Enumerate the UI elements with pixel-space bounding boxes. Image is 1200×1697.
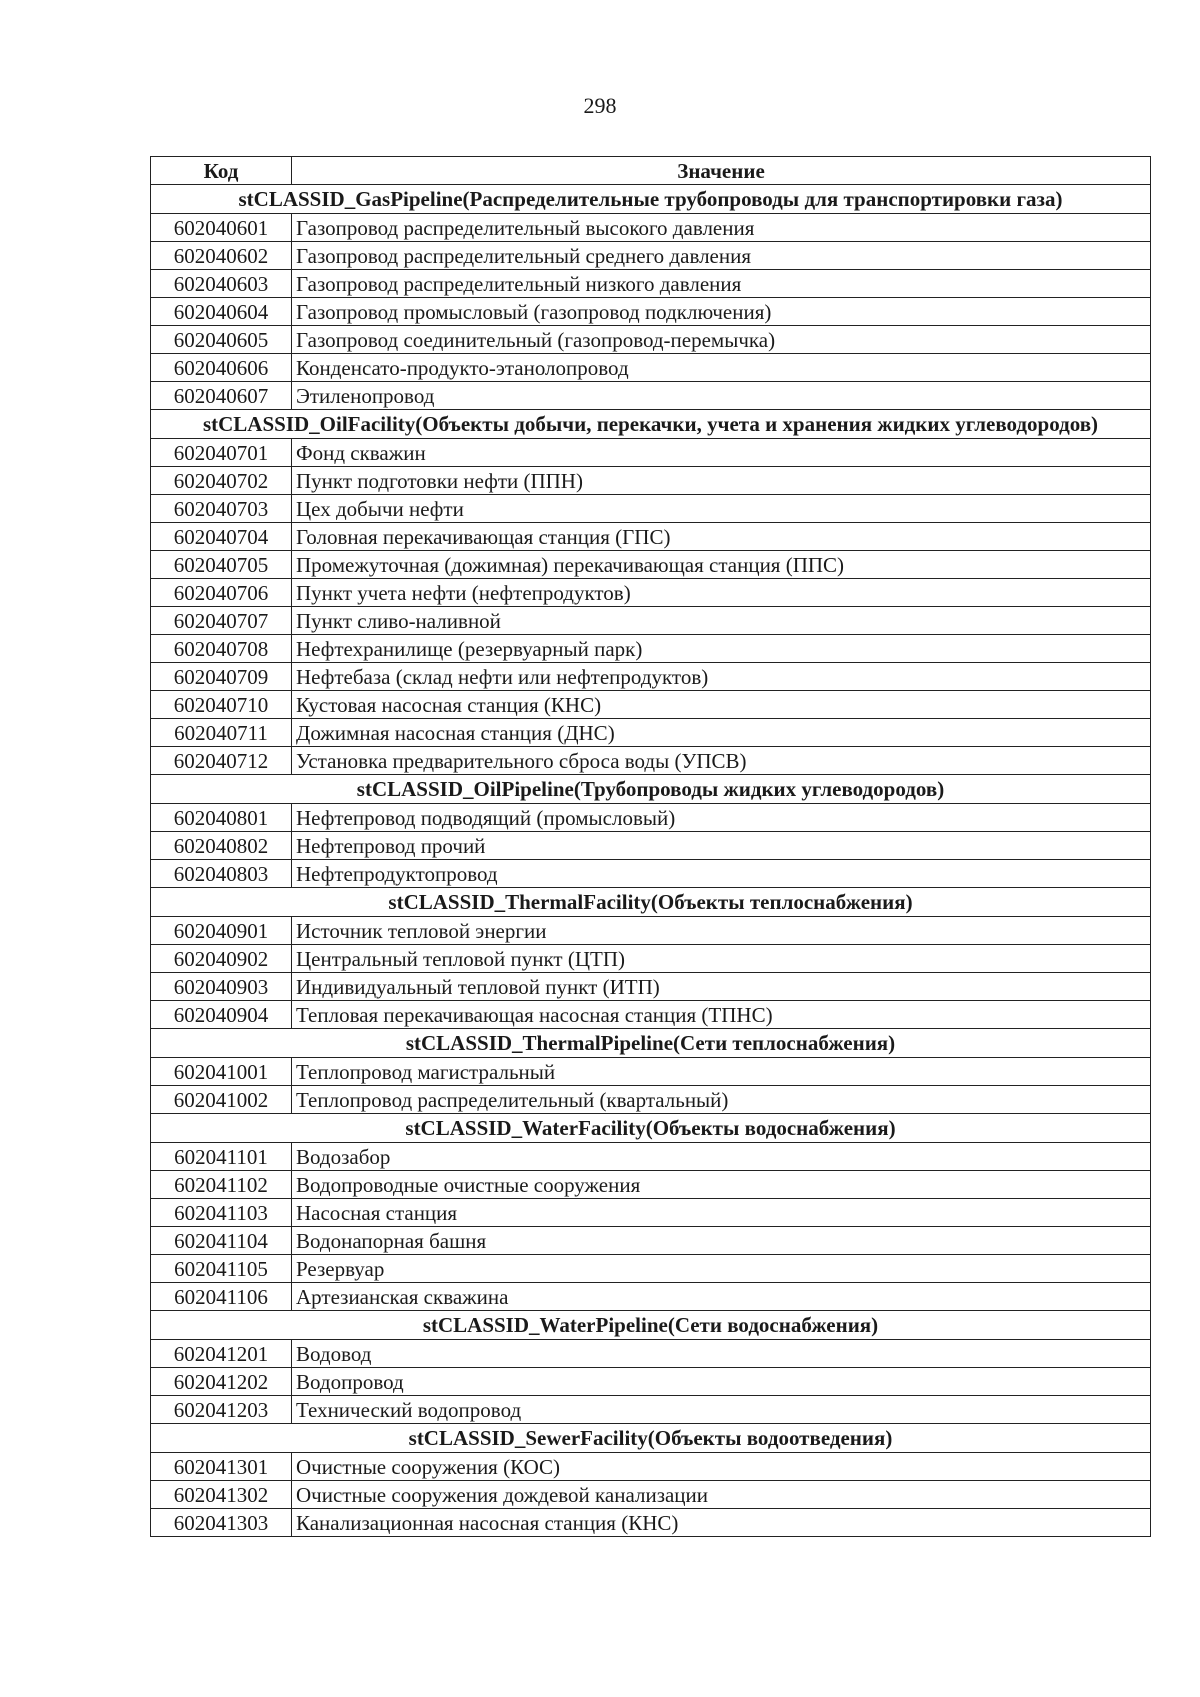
value-cell: Водозабор	[292, 1143, 1151, 1171]
value-cell: Головная перекачивающая станция (ГПС)	[292, 523, 1151, 551]
code-cell: 602040712	[151, 747, 292, 775]
value-cell: Очистные сооружения (КОС)	[292, 1453, 1151, 1481]
table-row	[151, 1340, 1151, 1368]
value-cell: Нефтепродуктопровод	[292, 860, 1151, 888]
group-header-row	[151, 1311, 1151, 1340]
table-row	[151, 663, 1151, 691]
code-cell: 602041101	[151, 1143, 292, 1171]
code-cell: 602041103	[151, 1199, 292, 1227]
table-row	[151, 635, 1151, 663]
value-cell: Цех добычи нефти	[292, 495, 1151, 523]
value-cell: Теплопровод распределительный (квартальный)	[292, 1086, 1151, 1114]
table-row	[151, 860, 1151, 888]
value-cell: Артезианская скважина	[292, 1283, 1151, 1311]
value-cell: Насосная станция	[292, 1199, 1151, 1227]
table-row	[151, 1171, 1151, 1199]
code-cell: 602041301	[151, 1453, 292, 1481]
group-header-row	[151, 1424, 1151, 1453]
code-cell: 602040702	[151, 467, 292, 495]
table-row	[151, 439, 1151, 467]
value-cell: Установка предварительного сброса воды (УПСВ)	[292, 747, 1151, 775]
code-cell: 602041302	[151, 1481, 292, 1509]
table-row	[151, 973, 1151, 1001]
value-cell: Пункт сливо-наливной	[292, 607, 1151, 635]
group-header-row	[151, 1114, 1151, 1143]
value-cell: Индивидуальный тепловой пункт (ИТП)	[292, 973, 1151, 1001]
code-cell: 602040903	[151, 973, 292, 1001]
value-cell: Источник тепловой энергии	[292, 917, 1151, 945]
code-cell: 602041001	[151, 1058, 292, 1086]
table-row	[151, 551, 1151, 579]
table-row	[151, 1227, 1151, 1255]
code-cell: 602041201	[151, 1340, 292, 1368]
value-cell: Газопровод соединительный (газопровод-перемычка)	[292, 326, 1151, 354]
value-cell: Центральный тепловой пункт (ЦТП)	[292, 945, 1151, 973]
table-row	[151, 1283, 1151, 1311]
code-cell: 602041203	[151, 1396, 292, 1424]
table-row	[151, 354, 1151, 382]
header-code: Код	[151, 157, 292, 185]
table-row	[151, 1255, 1151, 1283]
table-header-row	[151, 157, 1151, 185]
value-cell: Нефтепровод подводящий (промысловый)	[292, 804, 1151, 832]
table-row	[151, 1396, 1151, 1424]
value-cell: Канализационная насосная станция (КНС)	[292, 1509, 1151, 1537]
code-cell: 602040901	[151, 917, 292, 945]
code-cell: 602040709	[151, 663, 292, 691]
code-cell: 602040602	[151, 242, 292, 270]
group-title: stCLASSID_OilPipeline(Трубопроводы жидких углеводородов)	[151, 775, 1151, 804]
value-cell: Нефтебаза (склад нефти или нефтепродуктов)	[292, 663, 1151, 691]
code-cell: 602040801	[151, 804, 292, 832]
value-cell: Конденсато-продукто-этанолопровод	[292, 354, 1151, 382]
table-row	[151, 326, 1151, 354]
code-cell: 602040904	[151, 1001, 292, 1029]
table-row	[151, 945, 1151, 973]
value-cell: Водовод	[292, 1340, 1151, 1368]
header-value: Значение	[292, 157, 1151, 185]
value-cell: Нефтепровод прочий	[292, 832, 1151, 860]
code-cell: 602040710	[151, 691, 292, 719]
group-header-row	[151, 888, 1151, 917]
table-row	[151, 1058, 1151, 1086]
code-cell: 602041104	[151, 1227, 292, 1255]
value-cell: Водопровод	[292, 1368, 1151, 1396]
table-row	[151, 804, 1151, 832]
group-title: stCLASSID_WaterFacility(Объекты водоснабжения)	[151, 1114, 1151, 1143]
value-cell: Пункт подготовки нефти (ППН)	[292, 467, 1151, 495]
code-cell: 602040705	[151, 551, 292, 579]
value-cell: Водопроводные очистные сооружения	[292, 1171, 1151, 1199]
table-row	[151, 523, 1151, 551]
group-header-row	[151, 185, 1151, 214]
table-row	[151, 1001, 1151, 1029]
group-header-row	[151, 410, 1151, 439]
table-row	[151, 579, 1151, 607]
value-cell: Газопровод распределительный низкого давления	[292, 270, 1151, 298]
code-cell: 602041202	[151, 1368, 292, 1396]
group-title: stCLASSID_ThermalFacility(Объекты теплоснабжения)	[151, 888, 1151, 917]
value-cell: Кустовая насосная станция (КНС)	[292, 691, 1151, 719]
code-cell: 602041105	[151, 1255, 292, 1283]
value-cell: Пункт учета нефти (нефтепродуктов)	[292, 579, 1151, 607]
table-row	[151, 1509, 1151, 1537]
group-header-row	[151, 1029, 1151, 1058]
table-row	[151, 607, 1151, 635]
table-row	[151, 1453, 1151, 1481]
table-row	[151, 467, 1151, 495]
code-cell: 602041002	[151, 1086, 292, 1114]
code-cell: 602040704	[151, 523, 292, 551]
code-cell: 602040711	[151, 719, 292, 747]
table-body	[151, 185, 1151, 1537]
table-row	[151, 214, 1151, 242]
group-title: stCLASSID_ThermalPipeline(Сети теплоснабжения)	[151, 1029, 1151, 1058]
code-cell: 602041106	[151, 1283, 292, 1311]
value-cell: Газопровод промысловый (газопровод подключения)	[292, 298, 1151, 326]
code-cell: 602040605	[151, 326, 292, 354]
value-cell: Этиленопровод	[292, 382, 1151, 410]
table-row	[151, 495, 1151, 523]
code-cell: 602040902	[151, 945, 292, 973]
value-cell: Очистные сооружения дождевой канализации	[292, 1481, 1151, 1509]
group-title: stCLASSID_SewerFacility(Объекты водоотведения)	[151, 1424, 1151, 1453]
table-row	[151, 719, 1151, 747]
value-cell: Фонд скважин	[292, 439, 1151, 467]
value-cell: Технический водопровод	[292, 1396, 1151, 1424]
value-cell: Теплопровод магистральный	[292, 1058, 1151, 1086]
code-cell: 602040604	[151, 298, 292, 326]
value-cell: Газопровод распределительный высокого давления	[292, 214, 1151, 242]
code-cell: 602040701	[151, 439, 292, 467]
table-row	[151, 832, 1151, 860]
group-header-row	[151, 775, 1151, 804]
value-cell: Резервуар	[292, 1255, 1151, 1283]
code-cell: 602040707	[151, 607, 292, 635]
table-row	[151, 1086, 1151, 1114]
table-row	[151, 298, 1151, 326]
table-row	[151, 747, 1151, 775]
value-cell: Водонапорная башня	[292, 1227, 1151, 1255]
value-cell: Тепловая перекачивающая насосная станция (ТПНС)	[292, 1001, 1151, 1029]
code-cell: 602040601	[151, 214, 292, 242]
group-title: stCLASSID_WaterPipeline(Сети водоснабжения)	[151, 1311, 1151, 1340]
table-row	[151, 270, 1151, 298]
table-row	[151, 1368, 1151, 1396]
value-cell: Дожимная насосная станция (ДНС)	[292, 719, 1151, 747]
code-cell: 602040703	[151, 495, 292, 523]
table-row	[151, 1481, 1151, 1509]
value-cell: Газопровод распределительный среднего давления	[292, 242, 1151, 270]
code-cell: 602040706	[151, 579, 292, 607]
classifier-table	[150, 156, 1151, 1537]
group-title: stCLASSID_OilFacility(Объекты добычи, перекачки, учета и хранения жидких углеводородов)	[151, 410, 1151, 439]
table-row	[151, 242, 1151, 270]
code-cell: 602041102	[151, 1171, 292, 1199]
table-row	[151, 917, 1151, 945]
value-cell: Нефтехранилище (резервуарный парк)	[292, 635, 1151, 663]
code-cell: 602040802	[151, 832, 292, 860]
code-cell: 602040803	[151, 860, 292, 888]
table-row	[151, 691, 1151, 719]
table-row	[151, 1143, 1151, 1171]
code-cell: 602041303	[151, 1509, 292, 1537]
value-cell: Промежуточная (дожимная) перекачивающая станция (ППС)	[292, 551, 1151, 579]
page-number: 298	[583, 93, 617, 118]
table-row	[151, 382, 1151, 410]
code-cell: 602040708	[151, 635, 292, 663]
group-title: stCLASSID_GasPipeline(Распределительные трубопроводы для транспортировки газа)	[151, 185, 1151, 214]
code-cell: 602040603	[151, 270, 292, 298]
code-cell: 602040607	[151, 382, 292, 410]
code-cell: 602040606	[151, 354, 292, 382]
table-row	[151, 1199, 1151, 1227]
